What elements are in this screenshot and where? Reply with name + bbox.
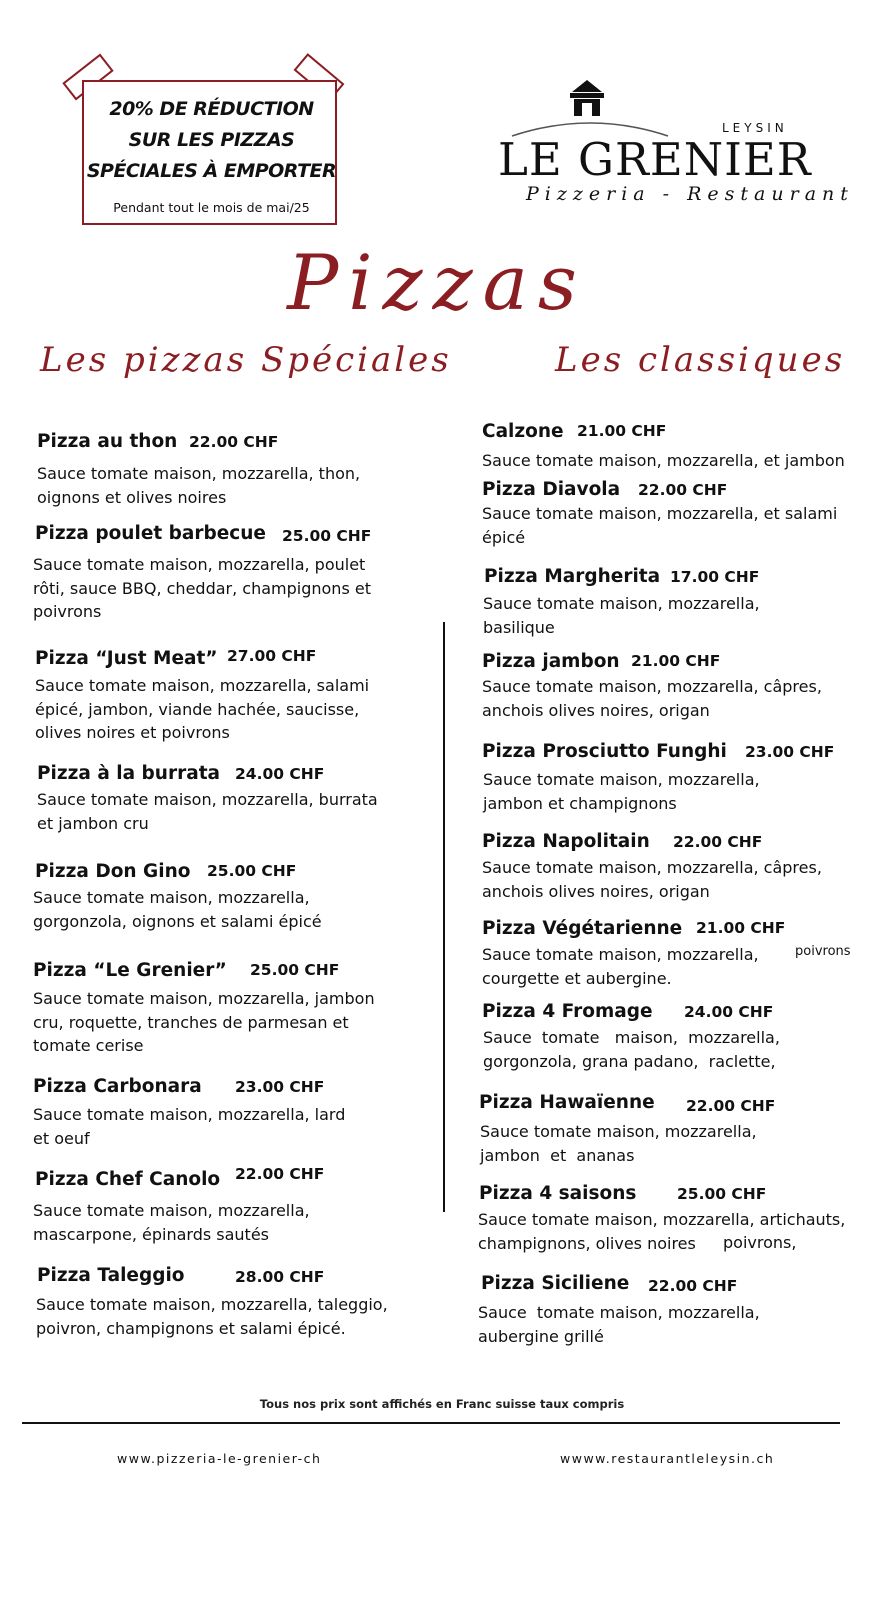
- item-desc: Sauce tomate maison, mozzarella, gorgonzola, oignons et salami épicé: [33, 888, 322, 931]
- item-price: 25.00 CHF: [207, 862, 297, 880]
- item-name: Pizza à la burrata: [37, 763, 221, 784]
- item-price: 21.00 CHF: [631, 652, 721, 670]
- item-name: Pizza Prosciutto Funghi: [482, 741, 727, 762]
- item-name: Pizza Hawaïenne: [479, 1092, 655, 1113]
- item-desc: Sauce tomate maison, mozzarella, jambon cru, roquette, tranches de parmesan et tomate cerise: [33, 989, 375, 1055]
- item-desc: Sauce tomate maison, mozzarella, courgette et aubergine.: [482, 945, 759, 988]
- item-desc: Sauce tomate maison, mozzarella, et salami épicé: [482, 504, 838, 547]
- item-price: 25.00 CHF: [677, 1185, 767, 1203]
- footer-note: Tous nos prix sont affichés en Franc suisse taux compris: [259, 1397, 625, 1411]
- item-desc: Sauce tomate maison, mozzarella, jambon et champignons: [483, 770, 760, 813]
- item-desc: Sauce tomate maison, mozzarella, taleggio, poivron, champignons et salami épicé.: [36, 1295, 388, 1338]
- item-name: Pizza jambon: [482, 651, 620, 672]
- logo-name: LE GRENIER: [498, 133, 812, 186]
- page-title: Pizzas: [287, 238, 587, 327]
- item-price: 21.00 CHF: [577, 422, 667, 440]
- item-name: Pizza Diavola: [482, 479, 621, 500]
- item-price: 25.00 CHF: [282, 527, 372, 545]
- item-price: 21.00 CHF: [696, 919, 786, 937]
- house-icon: [568, 78, 606, 118]
- item-extra: poivrons,: [723, 1233, 797, 1252]
- item-name: Pizza Napolitain: [482, 831, 650, 852]
- item-price: 23.00 CHF: [235, 1078, 325, 1096]
- item-price: 22.00 CHF: [235, 1165, 325, 1183]
- item-desc: Sauce tomate maison, mozzarella, aubergine grillé: [478, 1303, 760, 1346]
- item-price: 24.00 CHF: [235, 765, 325, 783]
- item-name: Pizza “Just Meat”: [35, 648, 218, 669]
- item-name: Pizza poulet barbecue: [35, 523, 266, 544]
- item-name: Pizza Taleggio: [37, 1265, 185, 1286]
- item-desc: Sauce tomate maison, mozzarella, burrata et jambon cru: [37, 790, 378, 833]
- item-name: Pizza Chef Canolo: [35, 1169, 221, 1190]
- footer-divider: [22, 1422, 840, 1424]
- item-price: 23.00 CHF: [745, 743, 835, 761]
- promo-sticker: [82, 80, 337, 225]
- item-name: Calzone: [482, 421, 564, 442]
- item-price: 28.00 CHF: [235, 1268, 325, 1286]
- item-name: Pizza Végétarienne: [482, 918, 683, 939]
- item-extra: poivrons: [795, 944, 851, 959]
- item-price: 25.00 CHF: [250, 961, 340, 979]
- item-desc: Sauce tomate maison, mozzarella, artichauts, champignons, olives noires: [478, 1210, 846, 1253]
- item-name: Pizza “Le Grenier”: [33, 960, 227, 981]
- website-link-left[interactable]: www.pizzeria-le-grenier-ch: [117, 1451, 322, 1466]
- section-title-specials: Les pizzas Spéciales: [40, 340, 452, 380]
- promo-note: Pendant tout le mois de mai/25: [113, 200, 310, 215]
- column-divider: [443, 622, 445, 1212]
- item-desc: Sauce tomate maison, mozzarella, lard et oeuf: [33, 1105, 346, 1148]
- item-name: Pizza Siciliene: [481, 1273, 630, 1294]
- item-price: 27.00 CHF: [227, 647, 317, 665]
- item-price: 17.00 CHF: [670, 568, 760, 586]
- item-desc: Sauce tomate maison, mozzarella, et jambon: [482, 451, 845, 470]
- item-desc: Sauce tomate maison, mozzarella, gorgonzola, grana padano, raclette,: [483, 1028, 780, 1071]
- item-price: 22.00 CHF: [686, 1097, 776, 1115]
- item-name: Pizza Carbonara: [33, 1076, 202, 1097]
- promo-line-3: SPÉCIALES À EMPORTER: [86, 160, 337, 182]
- section-title-classics: Les classiques: [555, 340, 846, 380]
- website-link-right[interactable]: wwww.restaurantleleysin.ch: [560, 1451, 775, 1466]
- item-name: Pizza 4 saisons: [479, 1183, 637, 1204]
- item-desc: Sauce tomate maison, mozzarella, jambon et ananas: [480, 1122, 757, 1165]
- item-desc: Sauce tomate maison, mozzarella, thon, oignons et olives noires: [37, 464, 361, 507]
- item-name: Pizza au thon: [37, 431, 178, 452]
- promo-line-1: 20% DE RÉDUCTION: [109, 98, 314, 120]
- item-name: Pizza Don Gino: [35, 861, 191, 882]
- item-desc: Sauce tomate maison, mozzarella, poulet rôti, sauce BBQ, cheddar, champignons et poivrons: [33, 555, 371, 621]
- item-name: Pizza Margherita: [484, 566, 661, 587]
- item-desc: Sauce tomate maison, mozzarella, basilique: [483, 594, 760, 637]
- logo-location: LEYSIN: [722, 121, 788, 135]
- item-price: 22.00 CHF: [638, 481, 728, 499]
- item-desc: Sauce tomate maison, mozzarella, mascarpone, épinards sautés: [33, 1201, 310, 1244]
- promo-line-2: SUR LES PIZZAS: [128, 129, 295, 151]
- item-price: 22.00 CHF: [189, 433, 279, 451]
- item-desc: Sauce tomate maison, mozzarella, câpres, anchois olives noires, origan: [482, 858, 822, 901]
- item-desc: Sauce tomate maison, mozzarella, câpres, anchois olives noires, origan: [482, 677, 822, 720]
- item-name: Pizza 4 Fromage: [482, 1001, 653, 1022]
- item-price: 22.00 CHF: [648, 1277, 738, 1295]
- item-desc: Sauce tomate maison, mozzarella, salami épicé, jambon, viande hachée, saucisse, olives noires et poivrons: [35, 676, 370, 742]
- logo-subtitle: Pizzeria - Restaurant: [526, 183, 854, 205]
- item-price: 24.00 CHF: [684, 1003, 774, 1021]
- item-price: 22.00 CHF: [673, 833, 763, 851]
